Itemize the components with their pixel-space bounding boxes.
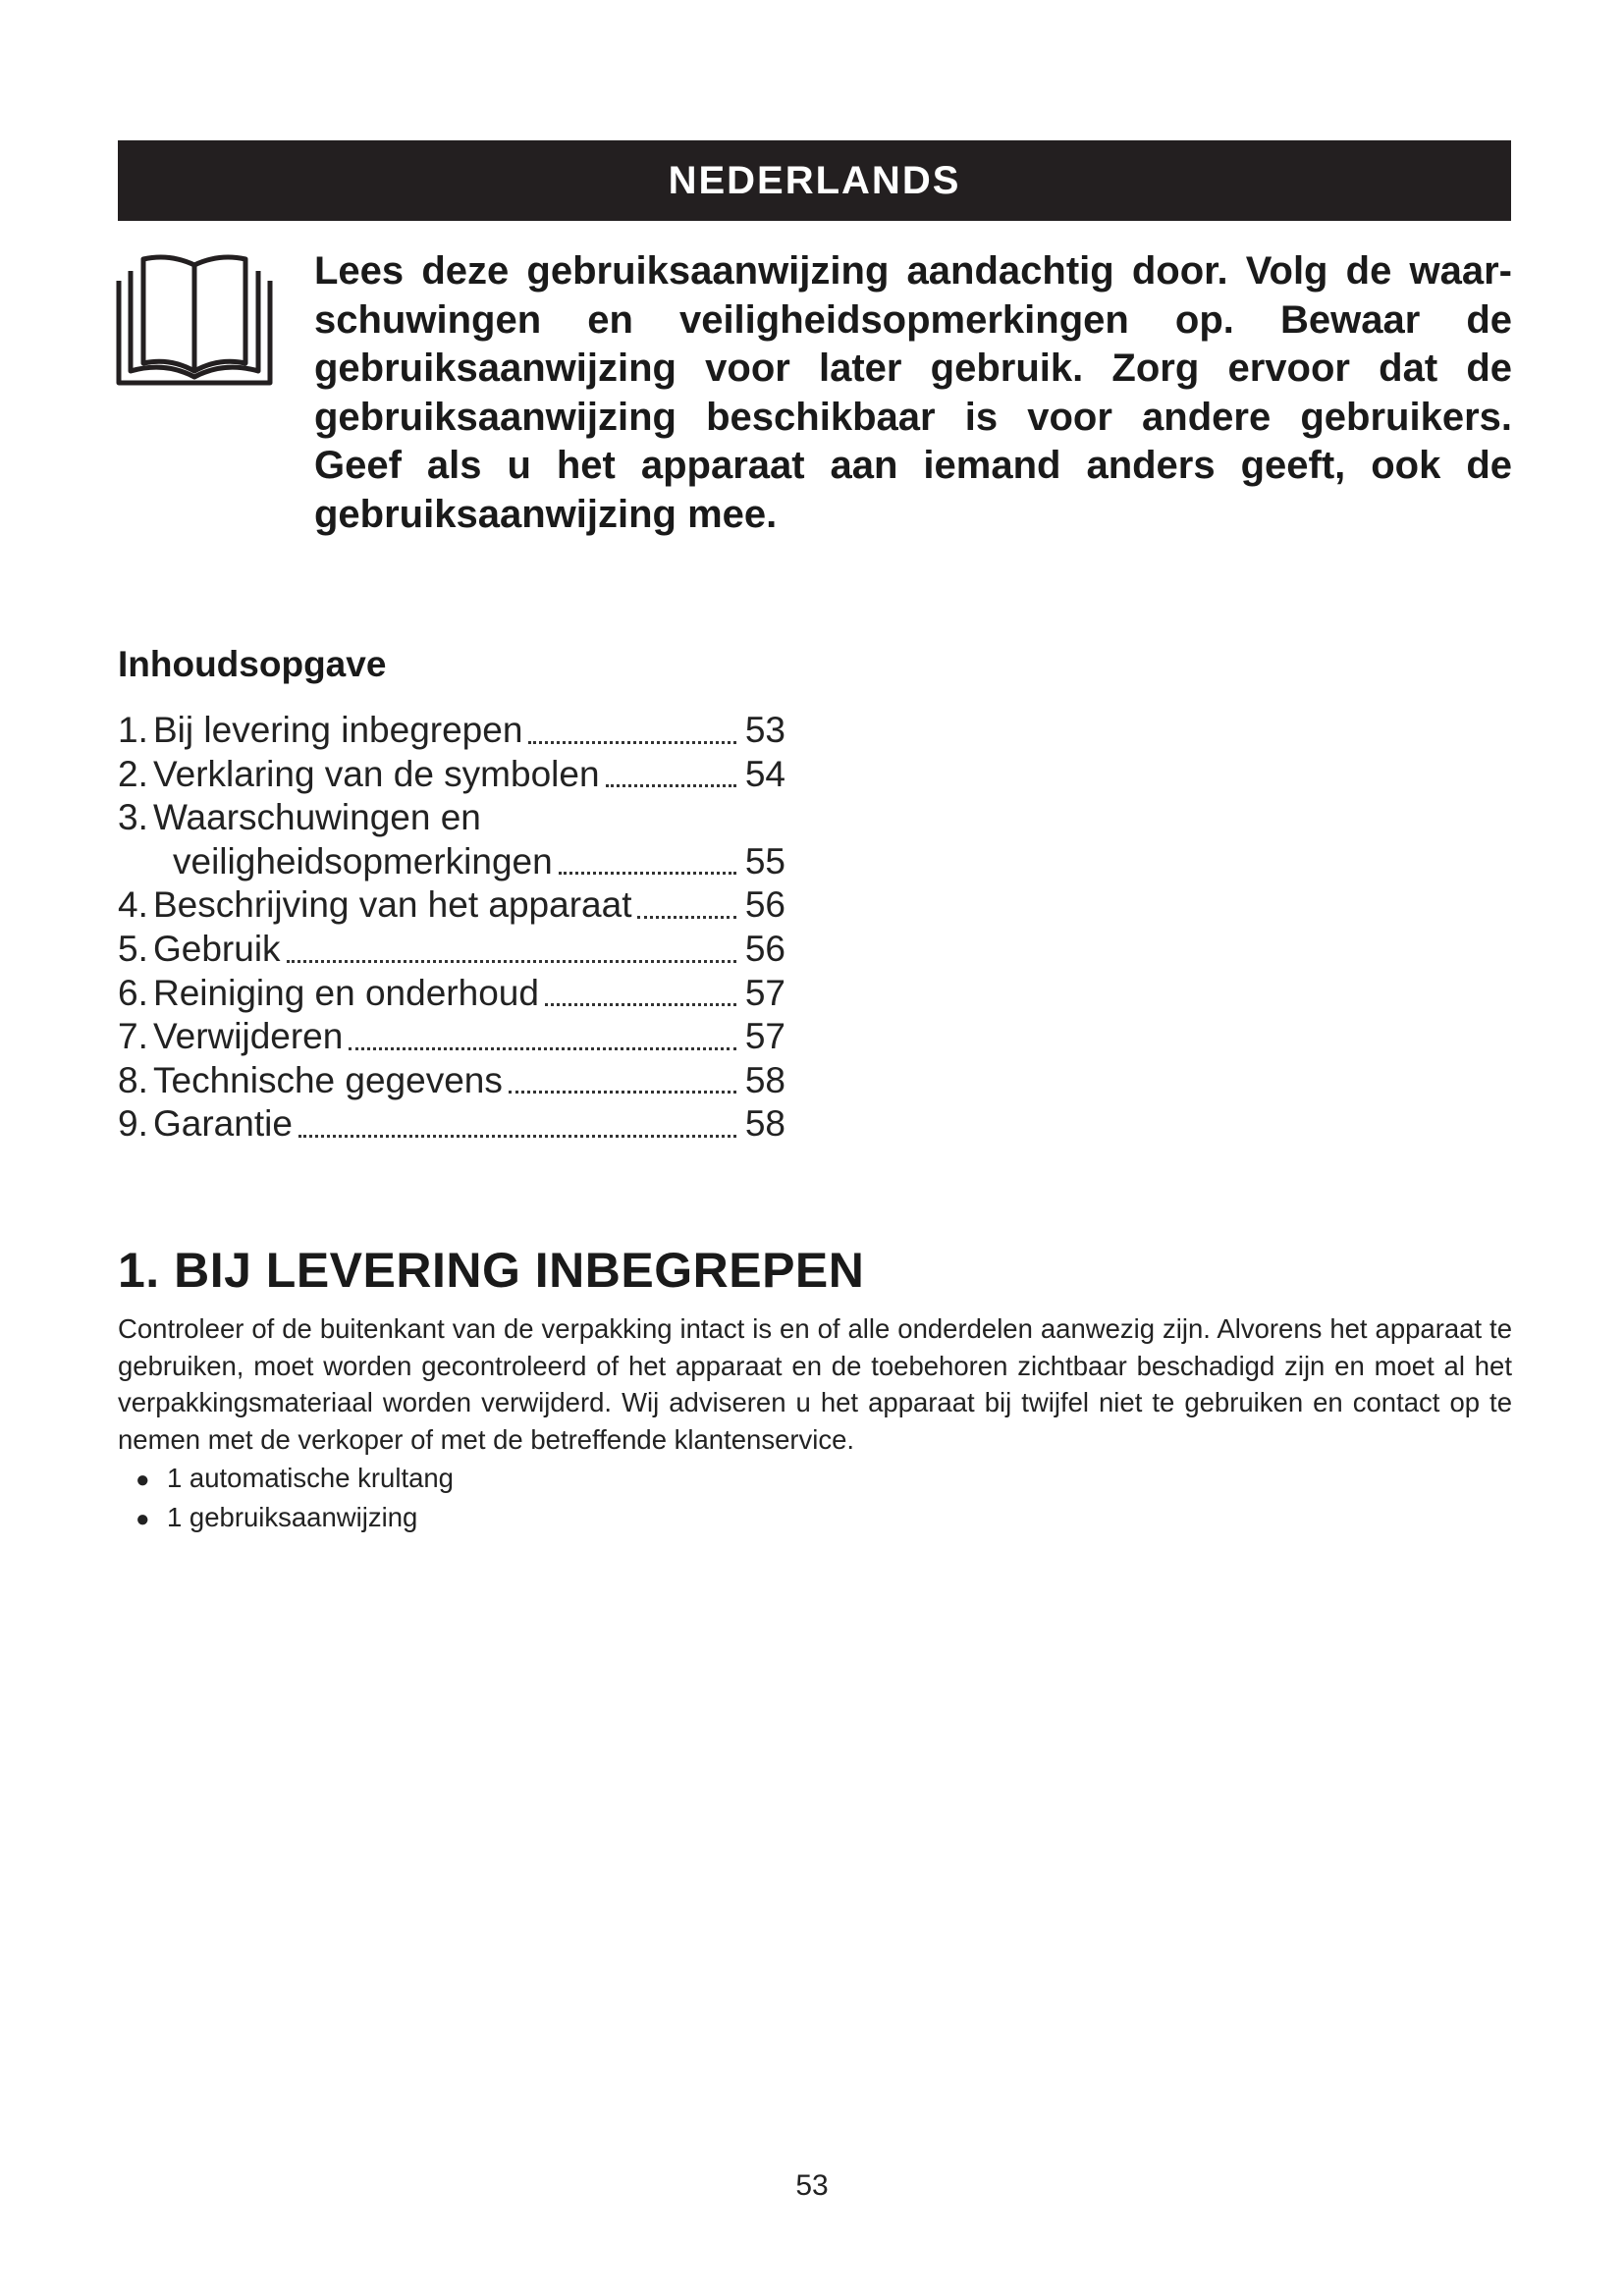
toc-leader-dots — [637, 916, 736, 919]
toc-leader-dots — [545, 1003, 736, 1006]
toc-item[interactable] — [118, 709, 785, 753]
toc-item-page: 53 — [744, 710, 785, 750]
toc-heading: Inhoudsopgave — [118, 644, 387, 684]
bullet-icon: ● — [135, 1505, 150, 1532]
list-item — [135, 1499, 454, 1538]
section-body-text: Controleer of de buitenkant van de verpakking intact is en of alle onderdelen aanwezig zijn. Alvorens het apparaat te gebruiken, moet worden gecontroleerd of het apparaat en de toebehoren zichtbaar beschadigd zijn en moet al het verpakkingsmateriaal worden verwijderd. Wij adviseren u het apparaat bij twijfel niet te gebruiken en contact op te nemen met de verkoper of met de betreffende klantenservice. — [118, 1313, 1512, 1455]
toc-leader-dots — [509, 1091, 736, 1094]
toc-item-page: 55 — [744, 840, 785, 881]
toc-item-page: 54 — [744, 753, 785, 794]
toc-leader-dots — [606, 784, 736, 787]
toc-item-page: 56 — [744, 928, 785, 969]
toc-item-label: Gebruik — [153, 928, 281, 969]
toc-item-label: Bij levering inbegrepen — [153, 710, 523, 750]
toc-item[interactable] — [118, 928, 785, 972]
toc-item[interactable] — [118, 972, 785, 1016]
toc-item-label: Beschrijving van het apparaat — [153, 884, 632, 926]
toc-leader-dots — [298, 1135, 736, 1138]
toc-item[interactable] — [118, 753, 785, 797]
list-item-text: 1 automatische krultang — [167, 1463, 454, 1493]
language-header — [118, 140, 1511, 221]
language-label: NEDERLANDS — [668, 158, 961, 202]
toc-item-number: 7. — [118, 1016, 148, 1057]
toc-item[interactable] — [118, 1015, 785, 1059]
toc-item-number: 4. — [118, 884, 148, 926]
toc-item[interactable] — [118, 1059, 785, 1103]
toc-item-page: 57 — [744, 1016, 785, 1057]
toc-item-page: 56 — [744, 884, 785, 926]
toc-item-number: 1. — [118, 710, 148, 750]
included-items-list — [135, 1460, 454, 1537]
page-number: 53 — [795, 2169, 829, 2202]
table-of-contents — [118, 709, 785, 1147]
toc-item-page: 58 — [744, 1059, 785, 1100]
toc-leader-dots — [559, 872, 736, 875]
toc-item-number: 3. — [118, 797, 148, 838]
toc-item-number: 8. — [118, 1059, 148, 1100]
toc-item-label: veiligheidsopmerkingen — [173, 840, 553, 881]
toc-item-number: 6. — [118, 972, 148, 1013]
open-book-icon — [116, 251, 273, 389]
toc-item[interactable] — [118, 796, 785, 840]
toc-item-label: Waarschuwingen en — [153, 797, 481, 838]
toc-item-label: Reiniging en onderhoud — [153, 972, 539, 1013]
toc-item-number: 9. — [118, 1103, 148, 1145]
toc-item-number: 2. — [118, 753, 148, 794]
toc-item-label: Verklaring van de symbolen — [153, 753, 600, 794]
toc-item-page: 58 — [744, 1103, 785, 1145]
toc-leader-dots — [349, 1047, 736, 1050]
list-item-text: 1 gebruiksaanwijzing — [167, 1501, 418, 1532]
toc-leader-dots — [287, 960, 736, 963]
toc-item[interactable] — [118, 1102, 785, 1147]
toc-item-number: 5. — [118, 928, 148, 969]
bullet-icon: ● — [135, 1467, 150, 1493]
toc-item-continuation[interactable] — [118, 840, 785, 884]
toc-item-label: Technische gegevens — [153, 1059, 503, 1100]
toc-item-label: Verwijderen — [153, 1016, 344, 1057]
intro-warning-text: Lees deze gebruiksaanwijzing aandachtig door. Volg de waarschuwingen en veiligheidsopmerkingen op. Bewaar de gebruiksaanwijzing voor later gebruik. Zorg ervoor dat de gebruiksaanwijzing beschikbaar is voor andere gebruikers. Geef als u het apparaat aan iemand anders geeft, ook de gebruiksaanwijzing mee. — [314, 249, 1512, 536]
toc-leader-dots — [528, 741, 736, 744]
toc-item-label: Garantie — [153, 1103, 293, 1145]
toc-item[interactable] — [118, 883, 785, 928]
list-item — [135, 1460, 454, 1499]
section-title: 1. BIJ LEVERING INBEGREPEN — [118, 1243, 865, 1298]
toc-item-page: 57 — [744, 972, 785, 1013]
